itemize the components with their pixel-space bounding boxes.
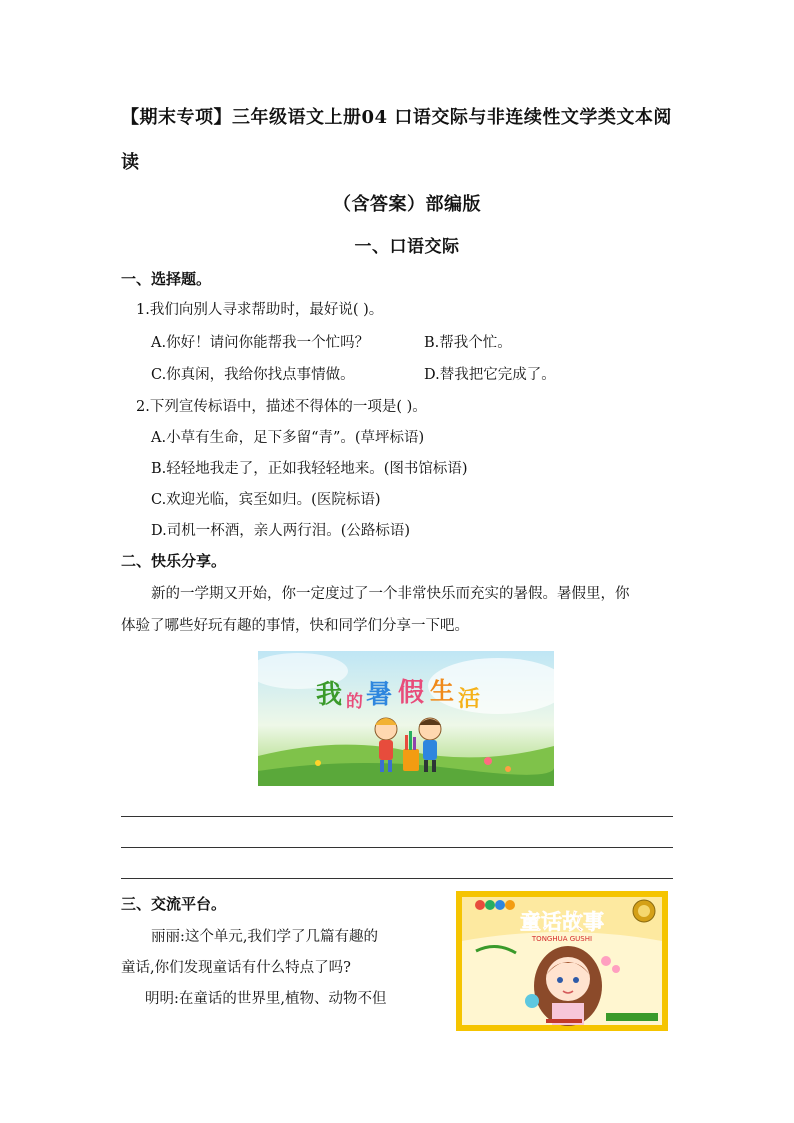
question2-stem: 2.下列宣传标语中，描述不得体的一项是( )。: [136, 399, 427, 415]
answer-line-3[interactable]: [121, 878, 673, 879]
question1-option-a: A.你好！请问你能帮我一个忙吗？: [151, 335, 370, 351]
question2-option-d: D.司机一杯酒，亲人两行泪。(公路标语): [151, 523, 411, 539]
section3-heading: 三、交流平台。: [121, 895, 227, 913]
answer-line-1[interactable]: [121, 816, 673, 817]
question1-option-d: D.替我把它完成了。: [424, 367, 556, 383]
book-pinyin: TONGHUA GUSHI: [531, 935, 593, 943]
section2-heading: 二、快乐分享。: [121, 552, 227, 570]
document-subtitle: （含答案）部编版: [333, 194, 481, 215]
summer-vacation-banner: [258, 651, 554, 786]
section1-heading: 一、选择题。: [121, 270, 212, 288]
answer-line-2[interactable]: [121, 847, 673, 848]
banner-char-5: 生: [430, 677, 454, 705]
section3-line3: 明明:在童话的世界里,植物、动物不但: [145, 991, 387, 1007]
question2-option-a: A.小草有生命，足下多留“青”。(草坪标语): [151, 430, 425, 446]
question2-option-b: B.轻轻地我走了，正如我轻轻地来。(图书馆标语): [151, 461, 468, 477]
question1-stem: 1.我们向别人寻求帮助时，最好说( )。: [136, 302, 384, 318]
part-heading: 一、口语交际: [354, 237, 460, 257]
fairy-tale-book-cover: [456, 891, 668, 1031]
banner-char-1: 我: [316, 680, 343, 710]
section2-paragraph-line2: 体验了哪些好玩有趣的事情，快和同学们分享一下吧。: [121, 618, 469, 634]
question2-option-c: C.欢迎光临，宾至如归。(医院标语): [151, 492, 381, 508]
book-title: 童话故事: [520, 910, 604, 934]
banner-char-4: 假: [398, 678, 425, 708]
document-title-line1: 【期末专项】三年级语文上册04 口语交际与非连续性文学类文本阅: [121, 107, 672, 128]
banner-char-6: 活: [458, 687, 481, 712]
question1-option-b: B.帮我个忙。: [424, 335, 512, 351]
question1-option-c: C.你真闲，我给你找点事情做。: [151, 367, 355, 383]
banner-char-2: 的: [346, 692, 363, 712]
banner-illustration: [258, 651, 554, 786]
document-title-line2: 读: [121, 152, 140, 173]
section2-paragraph-line1: 新的一学期又开始，你一定度过了一个非常快乐而充实的暑假。暑假里，你: [151, 586, 630, 602]
banner-char-3: 暑: [366, 680, 393, 710]
section3-line2: 童话,你们发现童话有什么特点了吗?: [121, 960, 351, 976]
section3-line1: 丽丽:这个单元,我们学了几篇有趣的: [151, 929, 378, 945]
book-cover-illustration: [456, 891, 668, 1031]
